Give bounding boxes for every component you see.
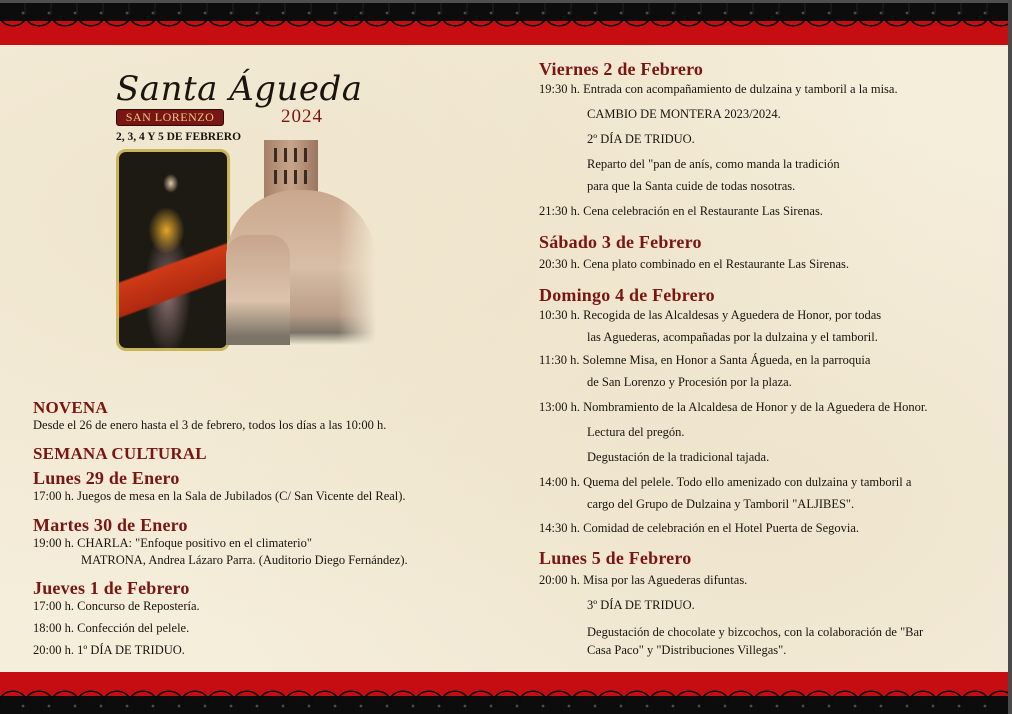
event-line: 2º DÍA DE TRIDUO. (587, 132, 695, 146)
event-line: 19:30 h. Entrada con acompañamiento de dulzaina y tamboril a la misa. (539, 82, 898, 96)
event-line: 20:00 h. Misa por las Aguederas difuntas. (539, 573, 748, 587)
decorative-border-bottom (0, 672, 1008, 714)
event-line: 10:30 h. Recogida de las Alcaldesas y Aguedera de Honor, por todas (539, 308, 882, 322)
church-image (226, 140, 376, 345)
decorative-border-top (0, 3, 1008, 45)
event-line: 14:30 h. Comidad de celebración en el Hotel Puerta de Segovia. (539, 521, 860, 535)
event-line: Lectura del pregón. (587, 425, 685, 439)
event-line: 21:30 h. Cena celebración en el Restaurante Las Sirenas. (539, 204, 823, 218)
event-line: 18:00 h. Confección del pelele. (33, 621, 190, 635)
day-heading-jueves-1: Jueves 1 de Febrero (33, 578, 190, 598)
event-line: 17:00 h. Juegos de mesa en la Sala de Jubilados (C/ San Vicente del Real). (33, 489, 406, 503)
day-heading-martes-30: Martes 30 de Enero (33, 515, 188, 535)
semana-cultural-heading: SEMANA CULTURAL (33, 444, 207, 463)
novena-heading: NOVENA (33, 398, 108, 417)
event-line: 3º DÍA DE TRIDUO. (587, 598, 695, 612)
event-line: Casa Paco" y "Distribuciones Villegas". (587, 643, 787, 657)
event-line: cargo del Grupo de Dulzaina y Tamboril "ALJIBES". (587, 497, 855, 511)
event-line: 17:00 h. Concurso de Repostería. (33, 599, 200, 613)
event-line: CAMBIO DE MONTERA 2023/2024. (587, 107, 781, 121)
event-line-continuation: MATRONA, Andrea Lázaro Parra. (Auditorio Diego Fernández). (81, 553, 408, 567)
frame-edge-right (1008, 0, 1012, 714)
event-line: 20:30 h. Cena plato combinado en el Restaurante Las Sirenas. (539, 257, 849, 271)
day-heading-lunes-29: Lunes 29 de Enero (33, 468, 180, 488)
frame-edge-top (0, 0, 1012, 3)
event-line: Degustación de la tradicional tajada. (587, 450, 770, 464)
event-line: 11:30 h. Solemne Misa, en Honor a Santa Águeda, en la parroquia (539, 353, 871, 367)
event-title: Santa Águeda (116, 69, 363, 109)
event-line: 14:00 h. Quema del pelele. Todo ello amenizado con dulzaina y tamboril a (539, 475, 912, 489)
day-heading-domingo-4: Domingo 4 de Febrero (539, 285, 715, 305)
day-heading-lunes-5: Lunes 5 de Febrero (539, 548, 692, 568)
event-line: de San Lorenzo y Procesión por la plaza. (587, 375, 792, 389)
event-line: las Aguederas, acompañadas por la dulzaina y el tamboril. (587, 330, 878, 344)
event-year: 2024 (281, 106, 323, 127)
event-line: Degustación de chocolate y bizcochos, con la colaboración de "Bar (587, 625, 924, 639)
event-line: 20:00 h. 1º DÍA DE TRIDUO. (33, 643, 185, 657)
event-line: 13:00 h. Nombramiento de la Alcaldesa de Honor y de la Aguedera de Honor. (539, 400, 928, 414)
event-line: 19:00 h. CHARLA: "Enfoque positivo en el climaterio" (33, 536, 312, 550)
day-heading-viernes-2: Viernes 2 de Febrero (539, 59, 704, 79)
novena-text: Desde el 26 de enero hasta el 3 de febrero, todos los días a las 10:00 h. (33, 418, 387, 432)
event-line: para que la Santa cuide de todas nosotras. (587, 179, 796, 193)
day-heading-sabado-3: Sábado 3 de Febrero (539, 232, 702, 252)
santa-agueda-painting-image (116, 149, 230, 351)
event-dates: 2, 3, 4 Y 5 DE FEBRERO (116, 131, 242, 143)
event-line: Reparto del "pan de anís, como manda la tradición (587, 157, 840, 171)
location-badge: SAN LORENZO (116, 109, 224, 126)
